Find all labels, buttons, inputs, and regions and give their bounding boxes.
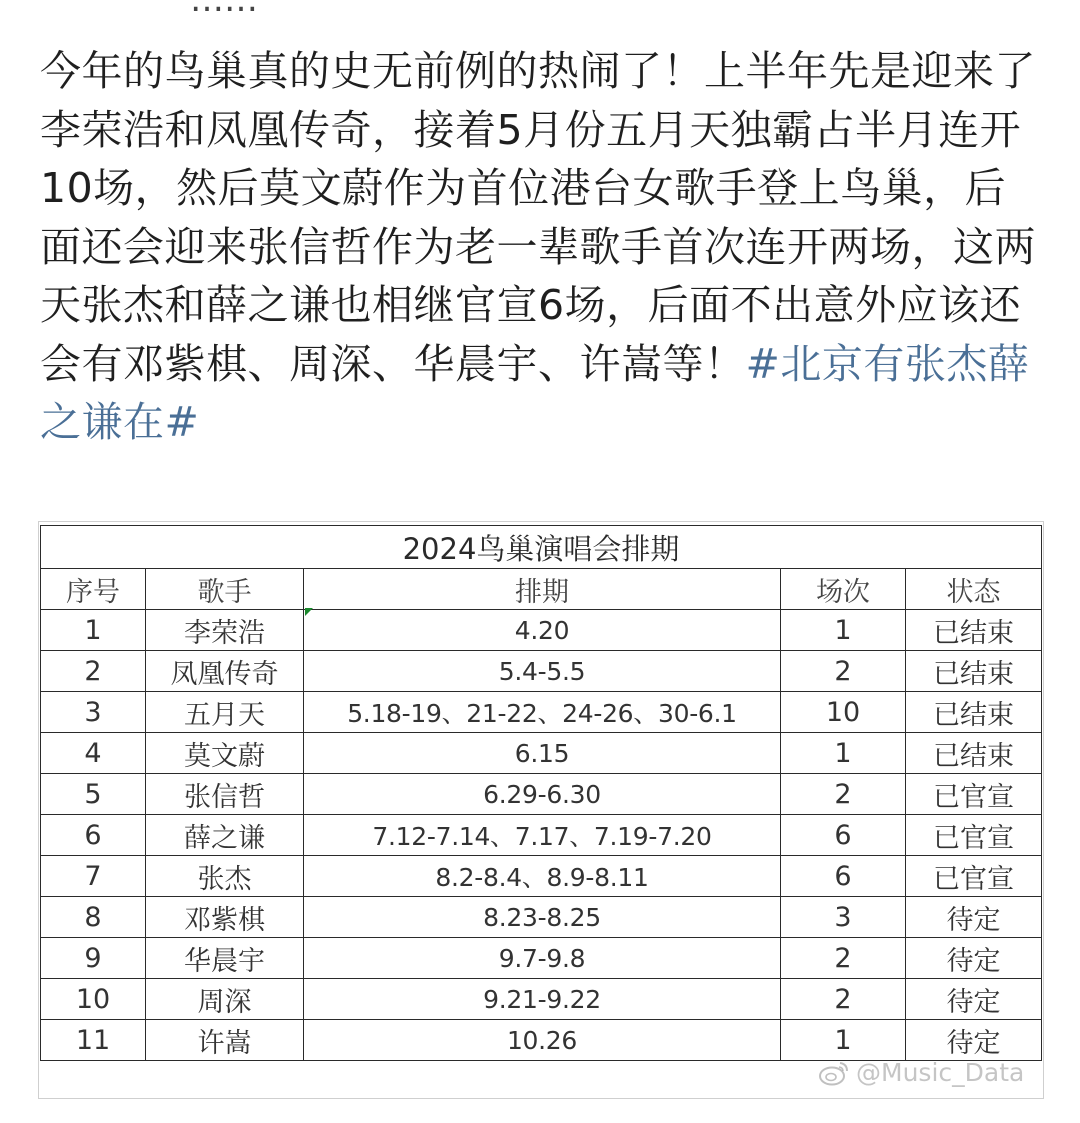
cell-index: 3 [41, 692, 146, 733]
cell-dates: 6.29-6.30 [304, 774, 781, 815]
cell-dates: 4.20 [304, 610, 781, 651]
cell-status: 已官宣 [906, 774, 1042, 815]
weibo-logo-icon [818, 1059, 850, 1087]
cell-singer: 张信哲 [146, 774, 304, 815]
header-dates: 排期 [304, 569, 781, 610]
schedule-table [40, 525, 1042, 1061]
cell-dates: 10.26 [304, 1020, 781, 1061]
header-index: 序号 [41, 569, 146, 610]
cell-index: 8 [41, 897, 146, 938]
cell-comment-marker [305, 608, 313, 616]
cell-shows: 1 [781, 610, 906, 651]
cell-status: 待定 [906, 1020, 1042, 1061]
cell-shows: 2 [781, 774, 906, 815]
hashtag-link[interactable]: #北京有张杰薛之谦在# [40, 339, 1030, 446]
cell-singer: 莫文蔚 [146, 733, 304, 774]
table-row [41, 774, 1042, 815]
cell-singer: 李荣浩 [146, 610, 304, 651]
cell-status: 已官宣 [906, 815, 1042, 856]
header-singer: 歌手 [146, 569, 304, 610]
cell-shows: 1 [781, 1020, 906, 1061]
table-row [41, 815, 1042, 856]
header-shows: 场次 [781, 569, 906, 610]
cell-singer: 邓紫棋 [146, 897, 304, 938]
cell-index: 4 [41, 733, 146, 774]
watermark [818, 1058, 1024, 1087]
cell-index: 2 [41, 651, 146, 692]
cell-index: 11 [41, 1020, 146, 1061]
table-row [41, 856, 1042, 897]
cell-singer: 薛之谦 [146, 815, 304, 856]
cell-status: 已结束 [906, 651, 1042, 692]
header-partial-text: …… [190, 0, 258, 20]
post-body-text: 今年的鸟巢真的史无前例的热闹了！上半年先是迎来了李荣浩和凤凰传奇，接着5月份五月天独霸占半月连开10场，然后莫文蔚作为首位港台女歌手登上鸟巢，后面还会迎来张信哲作为老一辈歌手首次连开两场，这两天张杰和薛之谦也相继官宣6场，后面不出意外应该还会有邓紫棋、周深、华晨宇、许嵩等！ [40, 47, 1036, 388]
cell-singer: 华晨宇 [146, 938, 304, 979]
cell-shows: 3 [781, 897, 906, 938]
table-row [41, 897, 1042, 938]
cell-status: 已官宣 [906, 856, 1042, 897]
cell-dates: 6.15 [304, 733, 781, 774]
header-row [41, 569, 1042, 610]
cell-status: 已结束 [906, 692, 1042, 733]
cell-shows: 2 [781, 979, 906, 1020]
table-row [41, 1020, 1042, 1061]
header-status: 状态 [906, 569, 1042, 610]
cell-index: 7 [41, 856, 146, 897]
cell-singer: 周深 [146, 979, 304, 1020]
cell-dates: 5.18-19、21-22、24-26、30-6.1 [304, 692, 781, 733]
cell-status: 已结束 [906, 733, 1042, 774]
table-row [41, 979, 1042, 1020]
cell-dates: 9.7-9.8 [304, 938, 781, 979]
cell-status: 待定 [906, 938, 1042, 979]
cell-dates: 7.12-7.14、7.17、7.19-7.20 [304, 815, 781, 856]
cell-singer: 五月天 [146, 692, 304, 733]
cell-shows: 10 [781, 692, 906, 733]
table-row [41, 692, 1042, 733]
table-row [41, 938, 1042, 979]
watermark-text: @Music_Data [856, 1058, 1025, 1087]
cell-status: 待定 [906, 897, 1042, 938]
cell-shows: 2 [781, 938, 906, 979]
post-body [40, 42, 1040, 452]
cell-shows: 6 [781, 815, 906, 856]
table-row [41, 651, 1042, 692]
cell-shows: 2 [781, 651, 906, 692]
cell-shows: 6 [781, 856, 906, 897]
cell-status: 已结束 [906, 610, 1042, 651]
cell-dates: 8.2-8.4、8.9-8.11 [304, 856, 781, 897]
cell-index: 6 [41, 815, 146, 856]
cell-index: 5 [41, 774, 146, 815]
schedule-image[interactable] [38, 521, 1044, 1099]
cell-singer: 凤凰传奇 [146, 651, 304, 692]
cell-shows: 1 [781, 733, 906, 774]
cell-singer: 许嵩 [146, 1020, 304, 1061]
cell-status: 待定 [906, 979, 1042, 1020]
cell-dates: 8.23-8.25 [304, 897, 781, 938]
cell-dates: 5.4-5.5 [304, 651, 781, 692]
cell-index: 10 [41, 979, 146, 1020]
cell-singer: 张杰 [146, 856, 304, 897]
schedule-title: 2024鸟巢演唱会排期 [40, 525, 1042, 568]
table-row [41, 610, 1042, 651]
table-row [41, 733, 1042, 774]
cell-dates: 9.21-9.22 [304, 979, 781, 1020]
cell-index: 9 [41, 938, 146, 979]
cell-index: 1 [41, 610, 146, 651]
